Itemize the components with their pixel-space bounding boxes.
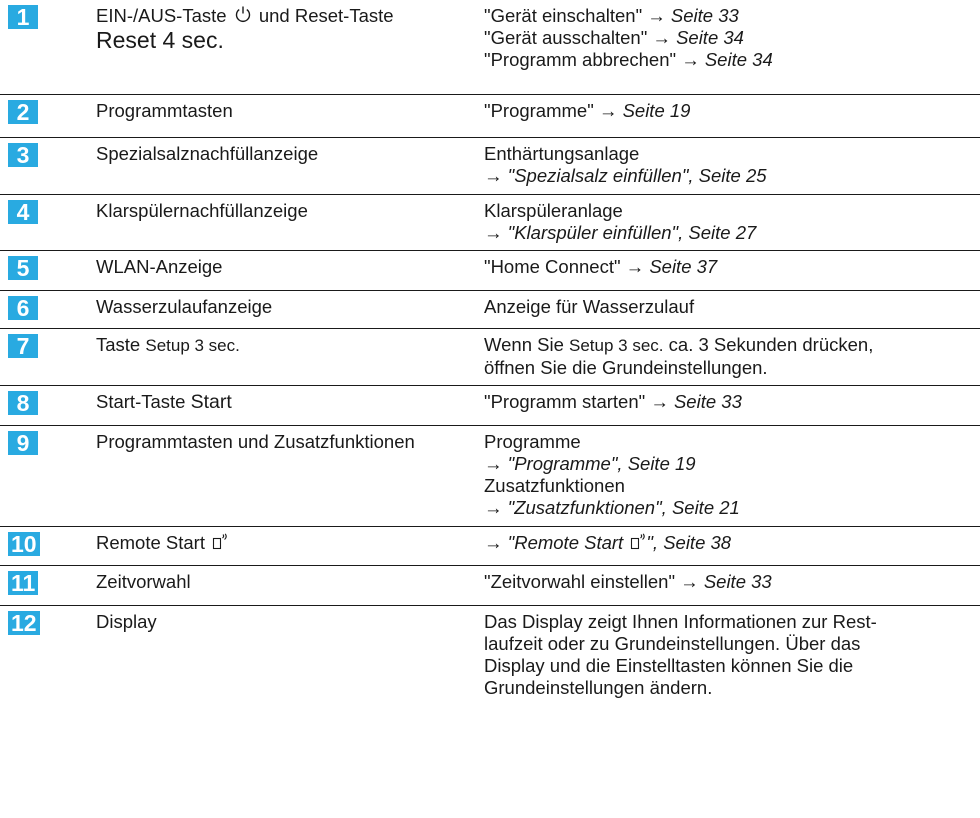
page-link[interactable]: Seite 34 <box>676 27 744 48</box>
table-row <box>0 606 980 716</box>
row-label: Programmtasten und Zusatzfunktionen <box>96 431 415 452</box>
row-label: Start-Taste Start <box>96 391 232 413</box>
table-row <box>0 195 980 251</box>
table-row <box>0 95 980 138</box>
remote-start-icon <box>212 533 228 551</box>
row-label: Klarspülernachfüllanzeige <box>96 200 308 221</box>
table-row <box>0 386 980 426</box>
row-description: Wenn Sie Setup 3 sec. ca. 3 Sekunden drücken, öffnen Sie die Grundeinstellungen. <box>484 334 874 378</box>
page-link[interactable]: Seite 19 <box>622 100 691 121</box>
row-description: Enthärtungsanlage → "Spezialsalz einfüllen", Seite 25 <box>484 143 767 186</box>
row-description: → "Remote Start ", Seite 38 <box>484 532 732 553</box>
row-label: Spezialsalznachfüllanzeige <box>96 143 319 164</box>
page-link[interactable]: Seite 33 <box>703 571 772 592</box>
table-row <box>0 291 980 329</box>
row-number-badge: 1 <box>8 5 38 29</box>
row-number-badge: 3 <box>8 143 38 167</box>
row-description: "Home Connect" → Seite 37 <box>484 256 718 277</box>
row-description: Programme → "Programme", Seite 19 Zusatzfunktionen → "Zusatzfunktionen", Seite 21 <box>484 431 740 518</box>
setup-key-label: Setup 3 sec. <box>569 336 664 355</box>
row-number-badge: 9 <box>8 431 38 455</box>
table-row <box>0 566 980 606</box>
row-number-badge: 8 <box>8 391 38 415</box>
row-label: Wasserzulaufanzeige <box>96 296 273 317</box>
page-link[interactable]: "Remote Start ", Seite 38 <box>507 532 732 553</box>
row-description: "Programm starten" → Seite 33 <box>484 391 742 412</box>
row-label: Remote Start <box>96 527 484 565</box>
table-row <box>0 138 980 195</box>
page-link[interactable]: "Spezialsalz einfüllen", Seite 25 <box>507 165 767 186</box>
table-row <box>0 0 980 95</box>
reset-key-label: Reset 4 sec. <box>96 27 224 53</box>
table-row <box>0 527 980 566</box>
row-number-badge: 5 <box>8 256 38 280</box>
table-row <box>0 426 980 527</box>
row-number-badge: 4 <box>8 200 38 224</box>
page-link[interactable]: Seite 33 <box>673 391 742 412</box>
page-link[interactable]: Seite 33 <box>670 5 739 26</box>
remote-start-icon <box>630 533 646 551</box>
table-row <box>0 329 980 386</box>
page-link[interactable]: "Zusatzfunktionen", Seite 21 <box>507 497 740 518</box>
row-label: Taste Setup 3 sec. <box>96 334 240 355</box>
row-description: "Zeitvorwahl einstellen" → Seite 33 <box>484 571 772 592</box>
page-link[interactable]: Seite 34 <box>704 49 773 70</box>
row-label: EIN-/AUS-Taste und Reset-Taste Reset 4 sec. <box>96 0 484 94</box>
row-number-badge: 11 <box>8 571 38 595</box>
row-number-badge: 7 <box>8 334 38 358</box>
start-key-label: Start <box>190 391 232 413</box>
row-number-badge: 2 <box>8 100 38 124</box>
row-number-badge: 10 <box>8 532 40 556</box>
row-description: Anzeige für Wasserzulauf <box>484 296 695 317</box>
row-description: Das Display zeigt Ihnen Informationen zur Rest- laufzeit oder zu Grundeinstellungen. Über das Display und die Einstelltasten können Sie die Grundeinstellungen ändern. <box>484 611 877 698</box>
table-row <box>0 251 980 291</box>
power-icon <box>234 5 252 23</box>
row-label: Programmtasten <box>96 100 233 121</box>
page-link[interactable]: "Klarspüler einfüllen", Seite 27 <box>507 222 757 243</box>
setup-key-label: Setup 3 sec. <box>145 336 240 355</box>
row-description: "Gerät einschalten" → Seite 33 "Gerät ausschalten" → Seite 34 "Programm abbrechen" → Seite 34 <box>484 5 773 70</box>
row-description: Klarspüleranlage → "Klarspüler einfüllen", Seite 27 <box>484 200 757 243</box>
row-number-badge: 6 <box>8 296 38 320</box>
row-number-badge: 12 <box>8 611 40 635</box>
row-label: Zeitvorwahl <box>96 571 191 592</box>
page-link[interactable]: Seite 37 <box>649 256 718 277</box>
row-description: "Programme" → Seite 19 <box>484 100 691 121</box>
row-label: WLAN-Anzeige <box>96 256 223 277</box>
row-label: Display <box>96 611 157 632</box>
page-link[interactable]: "Programme", Seite 19 <box>507 453 696 474</box>
